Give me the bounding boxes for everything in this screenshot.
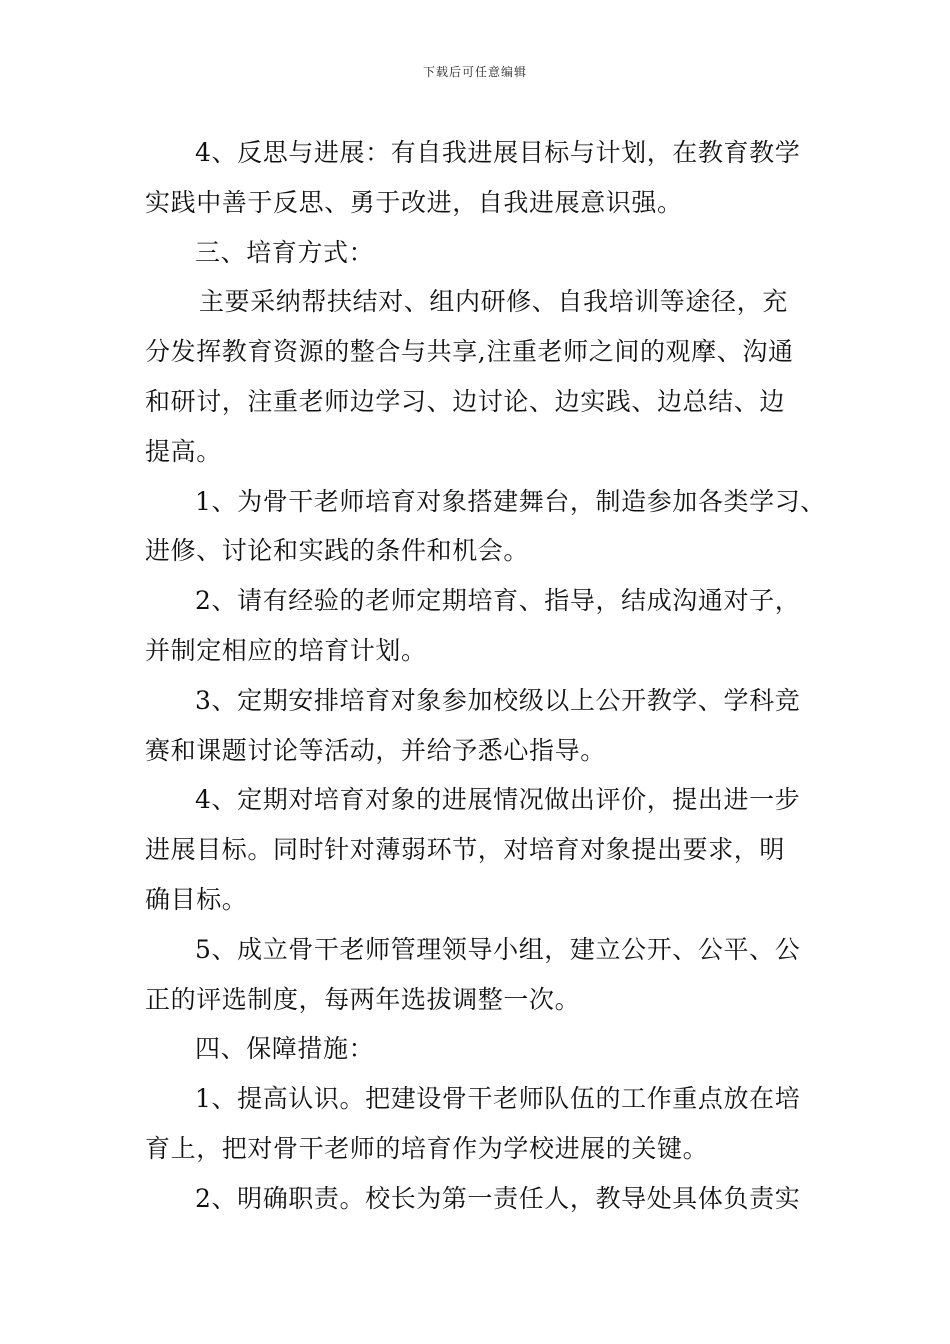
- paragraph-line: 进修、讨论和实践的条件和机会。: [145, 536, 530, 566]
- document-body: [145, 128, 825, 1224]
- paragraph-line: 和研讨，注重老师边学习、边讨论、边实践、边总结、边: [145, 386, 786, 416]
- paragraph-line: 2、明确职责。校长为第一责任人，教导处具体负责实: [195, 1183, 801, 1213]
- paragraph-line: 主要采纳帮扶结对、组内研修、自我培训等途径，充: [199, 287, 788, 317]
- section-heading: 四、保障措施：: [195, 1034, 375, 1064]
- paragraph-line: 进展目标。同时针对薄弱环节，对培育对象提出要求，明: [145, 835, 786, 865]
- paragraph-line: 正的评选制度，每两年选拔调整一次。: [145, 984, 581, 1014]
- paragraph-line: 3、定期安排培育对象参加校级以上公开教学、学科竞: [195, 685, 801, 715]
- paragraph-line: 4、反思与进展：有自我进展目标与计划，在教育教学: [195, 138, 801, 167]
- page-header: 下载后可任意编辑: [422, 65, 527, 79]
- paragraph-line: 确目标。: [145, 884, 248, 914]
- paragraph-line: 1、提高认识。把建设骨干老师队伍的工作重点放在培: [195, 1084, 801, 1114]
- paragraph-line: 实践中善于反思、勇于改进，自我进展意识强。: [145, 187, 683, 217]
- paragraph-line: 分发挥教育资源的整合与共享,注重老师之间的观摩、沟通: [145, 337, 794, 367]
- paragraph-line: 赛和课题讨论等活动，并给予悉心指导。: [145, 735, 606, 765]
- paragraph-line: 并制定相应的培育计划。: [145, 635, 427, 665]
- paragraph-line: 5、成立骨干老师管理领导小组，建立公开、公平、公: [195, 934, 801, 964]
- paragraph-line: 提高。: [145, 436, 222, 466]
- paragraph-line: 1、为骨干老师培育对象搭建舞台，制造参加各类学习、: [195, 486, 826, 516]
- paragraph-line: 2、请有经验的老师定期培育、指导，结成沟通对子，: [195, 586, 801, 616]
- paragraph-line: 4、定期对培育对象的进展情况做出评价，提出进一步: [195, 785, 801, 815]
- section-heading: 三、培育方式：: [195, 237, 375, 267]
- paragraph-line: 育上，把对骨干老师的培育作为学校进展的关键。: [145, 1133, 709, 1163]
